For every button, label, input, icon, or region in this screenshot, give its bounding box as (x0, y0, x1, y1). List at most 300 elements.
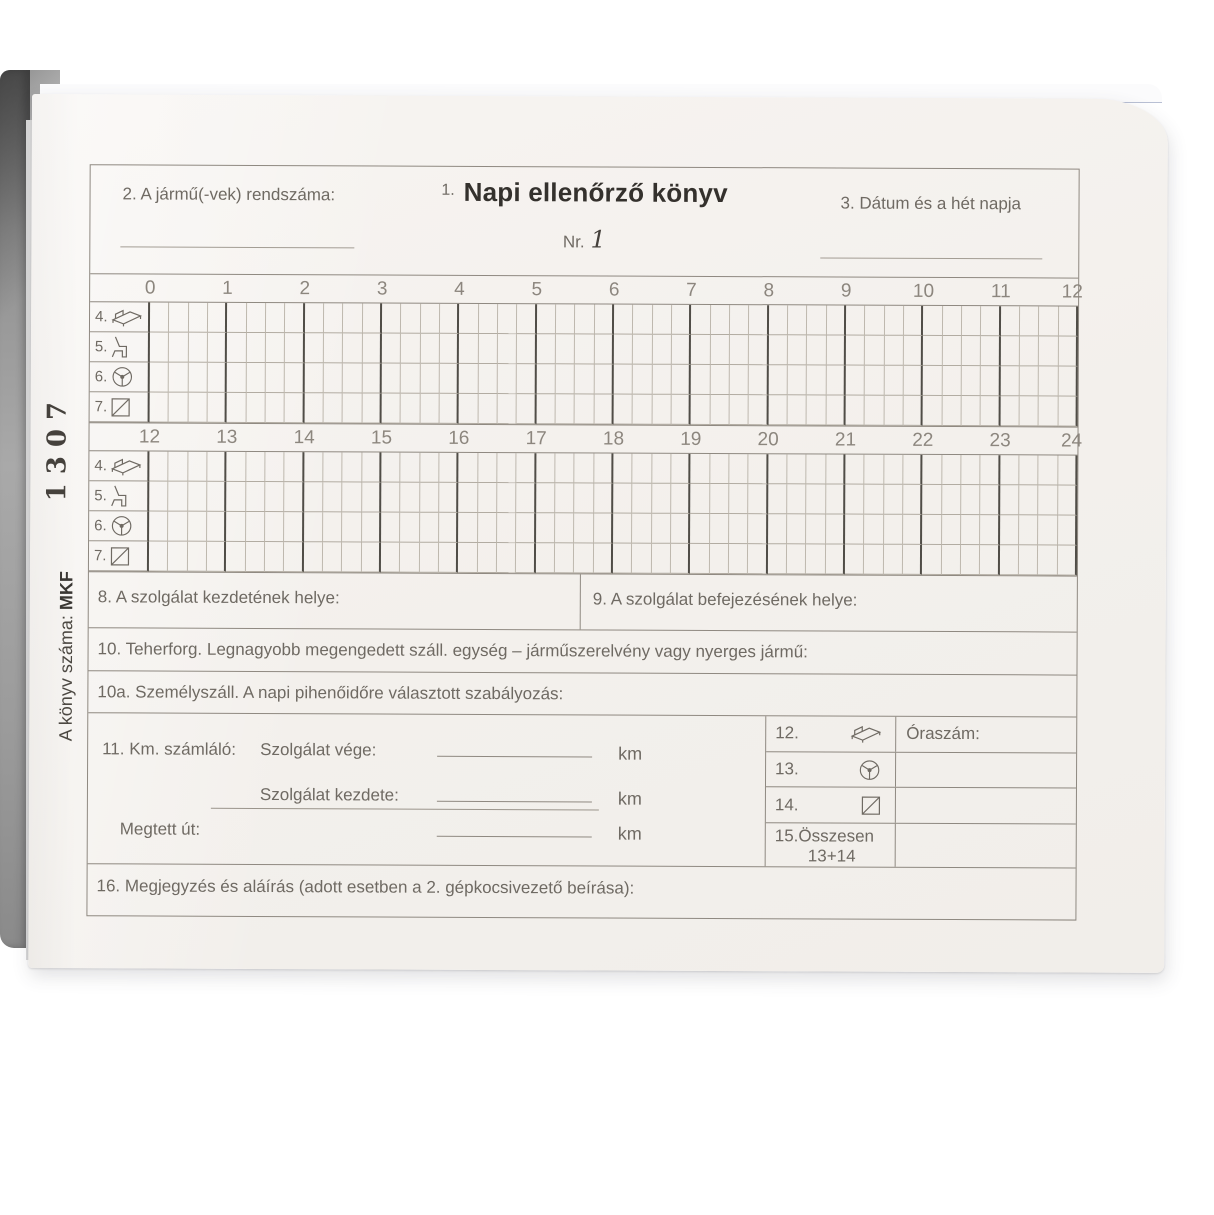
quarter-hour-cell (304, 363, 323, 393)
hour-label: 1 (222, 277, 233, 299)
quarter-hour-cell (420, 483, 439, 513)
quarter-hour-cell (1019, 455, 1038, 485)
quarter-hour-cell (1058, 336, 1077, 366)
quarter-hour-cell (575, 394, 594, 424)
quarter-hour-cell (710, 335, 729, 365)
quarter-hour-cell (807, 454, 826, 484)
quarter-hour-cell (672, 395, 691, 425)
quarter-hour-cell (942, 366, 961, 396)
quarter-hour-cell (633, 484, 652, 514)
quarter-hour-cell (594, 483, 613, 513)
quarter-hour-cell (343, 393, 362, 423)
quarter-hour-cell (1020, 366, 1039, 396)
quarter-hour-cell (401, 394, 420, 424)
activity-row-header (89, 481, 149, 511)
quarter-hour-cell (537, 304, 556, 334)
quarter-hour-cell (749, 484, 768, 514)
sheet-number-label: Nr. (562, 232, 585, 252)
quarter-hour-cell (227, 333, 246, 363)
quarter-hour-cell (768, 514, 787, 544)
quarter-hour-cell (304, 393, 323, 423)
quarter-hour-cell (479, 304, 498, 334)
other-work-icon (110, 397, 130, 417)
quarter-hour-cell (614, 335, 633, 365)
quarter-hour-cell (168, 512, 187, 542)
quarter-hour-cell (304, 333, 323, 363)
quarter-hour-cell (923, 396, 942, 426)
quarter-hour-cell (922, 545, 941, 575)
quarter-hour-cell (788, 365, 807, 395)
hour-label: 19 (680, 428, 702, 450)
quarter-hour-cell (401, 453, 420, 483)
quarter-hour-cell (420, 513, 439, 543)
quarter-hour-cell (323, 542, 342, 572)
quarter-hour-cell (807, 305, 826, 335)
quarter-hour-cell (942, 515, 961, 545)
quarter-hour-cell (614, 305, 633, 335)
daily-log-form (86, 164, 1083, 920)
quarter-hour-cell (207, 452, 226, 482)
service-start-km-underline (211, 808, 599, 811)
quarter-hour-cell (807, 335, 826, 365)
quarter-hour-cell (246, 512, 265, 542)
quarter-hour-cell (575, 453, 594, 483)
quarter-hour-cell (865, 306, 884, 336)
quarter-hour-cell (904, 306, 923, 336)
quarter-hour-cell (595, 304, 614, 334)
quarter-hour-cell (846, 396, 865, 426)
quarter-hour-cell (266, 303, 285, 333)
hour-label: 8 (763, 280, 775, 302)
quarter-hour-cell (904, 396, 923, 426)
quarter-hour-cell (885, 306, 904, 336)
quarter-hour-cell (421, 304, 440, 334)
quarter-hour-cell (826, 484, 845, 514)
quarter-hour-cell (652, 454, 671, 484)
quarter-hour-cell (324, 303, 343, 333)
hours-13-value-cell (896, 752, 1076, 787)
quarter-hour-cell (961, 455, 980, 485)
hour-label: 12 (138, 426, 161, 448)
book-serial-stamp: 1307 (42, 392, 73, 502)
quarter-hour-cell (652, 395, 671, 425)
quarter-hour-cell (710, 395, 729, 425)
quarter-hour-cell (227, 303, 246, 333)
row-14-number: 14. (774, 794, 799, 815)
quarter-hour-cell (556, 304, 575, 334)
quarter-hour-cell (227, 363, 246, 393)
quarter-hour-cell (768, 335, 787, 365)
quarter-hour-cell (807, 395, 826, 425)
quarter-hour-cell (787, 484, 806, 514)
form-page (28, 94, 1168, 973)
service-start-km-label: Szolgálat kezdete: (259, 785, 399, 805)
quarter-hour-cell (227, 452, 246, 482)
quarter-hour-cell (362, 393, 381, 423)
hour-label: 12 (1061, 281, 1083, 303)
quarter-hour-cell (150, 333, 169, 363)
quarter-hour-cell (613, 454, 632, 484)
quarter-hour-cell (884, 515, 903, 545)
time-grid-top (90, 301, 1079, 426)
hour-label: 11 (990, 281, 1011, 303)
quarter-hour-cell (826, 544, 845, 574)
quarter-hour-cell (711, 305, 730, 335)
hour-label: 16 (448, 427, 470, 449)
quarter-hour-cell (827, 305, 846, 335)
quarter-hour-cell (788, 395, 807, 425)
quarter-hour-cell (1001, 306, 1020, 336)
quarter-hour-cell (943, 306, 962, 336)
hour-label: 3 (376, 278, 388, 300)
quarter-hour-cell (613, 544, 632, 574)
quarter-hour-cell (246, 393, 265, 423)
quarter-hour-cell (942, 336, 961, 366)
activity-row-header (90, 302, 150, 332)
quarter-hour-cell (981, 336, 1000, 366)
quarter-hour-cell (845, 545, 864, 575)
quarter-hour-cell (285, 363, 304, 393)
hour-label: 9 (840, 280, 852, 302)
quarter-hour-cell (381, 543, 400, 573)
quarter-hour-cell (865, 455, 884, 485)
quarter-hour-cell (826, 395, 845, 425)
quarter-hour-cell (517, 483, 536, 513)
quarter-hour-cell (555, 483, 574, 513)
quarter-hour-cell (536, 453, 555, 483)
quarter-hour-cell (498, 394, 517, 424)
quarter-hour-cell (923, 455, 942, 485)
quarter-hour-cell (614, 395, 633, 425)
quarter-hour-cell (729, 514, 748, 544)
quarter-hour-cell (672, 305, 691, 335)
quarter-hour-cell (845, 485, 864, 515)
quarter-hour-cell (168, 542, 187, 572)
quarter-hour-cell (382, 364, 401, 394)
quarter-hour-cell (884, 485, 903, 515)
date-label: 3. Dátum és a hét napja (840, 193, 1022, 214)
quarter-hour-cell (517, 453, 536, 483)
quarter-hour-cell (1000, 515, 1019, 545)
quarter-hour-cell (672, 335, 691, 365)
quarter-hour-cell (227, 482, 246, 512)
hour-labels-bottom (89, 422, 1083, 454)
quarter-hour-cell (1038, 545, 1057, 575)
quarter-hour-cell (285, 482, 304, 512)
quarter-hour-cell (652, 335, 671, 365)
bed-icon (111, 307, 142, 327)
quarter-hour-cell (1019, 545, 1038, 575)
quarter-hour-cell (691, 395, 710, 425)
quarter-hour-cell (149, 512, 168, 542)
quarter-hour-cell (246, 333, 265, 363)
quarter-hour-cell (517, 334, 536, 364)
steering-wheel-icon (110, 514, 133, 537)
quarter-hour-cell (497, 513, 516, 543)
quarter-hour-cell (730, 365, 749, 395)
quarter-hour-cell (497, 483, 516, 513)
sheet-number-value: 1 (590, 225, 606, 254)
quarter-hour-cell (574, 513, 593, 543)
quarter-hour-cell (671, 454, 690, 484)
quarter-hour-cell (207, 512, 226, 542)
quarter-hour-cell (556, 364, 575, 394)
quarter-hour-cell (652, 514, 671, 544)
quarter-hour-cell (845, 455, 864, 485)
quarter-hour-cell (884, 455, 903, 485)
quarter-hour-cell (923, 366, 942, 396)
quarter-hour-cell (1019, 515, 1038, 545)
quarter-hour-cell (1058, 545, 1077, 575)
hour-label: 10 (912, 280, 935, 302)
quarter-hour-cell (536, 394, 555, 424)
quarter-hour-cell (730, 395, 749, 425)
quarter-hour-cell (188, 512, 207, 542)
quarter-hour-cell (246, 482, 265, 512)
quarter-hour-cell (632, 544, 651, 574)
distance-label: Megtett út: (119, 819, 201, 839)
sheet-number (90, 223, 1078, 255)
other-work-icon (109, 546, 129, 566)
quarter-hour-cell (884, 545, 903, 575)
hours-summary-table (765, 716, 1077, 867)
row-13-number: 13. (775, 759, 799, 779)
quarter-hour-cell (594, 453, 613, 483)
quarter-hour-cell (1058, 485, 1077, 515)
quarter-hour-cell (788, 305, 807, 335)
quarter-hour-cell (633, 365, 652, 395)
activity-row-number: 5. (94, 338, 108, 356)
quarter-hour-cell (691, 484, 710, 514)
quarter-hour-cell (284, 512, 303, 542)
quarter-hour-cell (574, 543, 593, 573)
remarks-signature-row: 16. Megjegyzés és aláírás (adott esetben a 2. gépkocsivezető beírása): (87, 863, 1075, 924)
quarter-hour-cell (439, 543, 458, 573)
quarter-hour-cell (323, 452, 342, 482)
quarter-hour-cell (981, 455, 1000, 485)
book-number (56, 571, 78, 741)
quarter-hour-cell (923, 336, 942, 366)
quarter-hour-cell (343, 303, 362, 333)
quarter-hour-cell (285, 452, 304, 482)
book-number-label: A könyv száma: (55, 615, 77, 742)
quarter-hour-cell (594, 334, 613, 364)
hours-row-13 (766, 752, 1076, 789)
quarter-hour-cell (710, 514, 729, 544)
quarter-hour-cell (942, 545, 961, 575)
km-unit-2: km (617, 788, 642, 809)
hour-label: 2 (299, 278, 311, 300)
quarter-hour-cell (555, 543, 574, 573)
hour-label: 7 (686, 279, 697, 301)
time-grid-bottom (89, 450, 1078, 575)
quarter-hour-cell (498, 334, 517, 364)
quarter-hour-cell (208, 393, 227, 423)
quarter-hour-cell (226, 512, 245, 542)
quarter-hour-cell (343, 452, 362, 482)
quarter-hour-cell (323, 512, 342, 542)
quarter-hour-cell (440, 334, 459, 364)
quarter-hour-cell (150, 393, 169, 423)
quarter-hour-cell (806, 514, 825, 544)
quarter-hour-cell (710, 544, 729, 574)
quarter-hour-cell (458, 543, 477, 573)
quarter-hour-cell (594, 513, 613, 543)
quarter-hour-cell (420, 334, 439, 364)
activity-row-header (90, 362, 150, 392)
quarter-hour-cell (690, 544, 709, 574)
quarter-hour-cell (516, 543, 535, 573)
quarter-hour-cell (149, 482, 168, 512)
quarter-hour-cell (1059, 306, 1078, 336)
quarter-hour-cell (1020, 336, 1039, 366)
quarter-hour-cell (188, 482, 207, 512)
quarter-hour-cell (1000, 366, 1019, 396)
service-end-place-cell: 9. A szolgálat befejezésének helye: (592, 589, 858, 610)
quarter-hour-cell (401, 304, 420, 334)
quarter-hour-cell (613, 514, 632, 544)
quarter-hour-cell (188, 452, 207, 482)
quarter-hour-cell (846, 366, 865, 396)
quarter-hour-cell (324, 363, 343, 393)
row-15-total-label: Összesen (798, 826, 875, 846)
quarter-hour-cell (749, 335, 768, 365)
quarter-hour-cell (478, 394, 497, 424)
quarter-hour-cell (420, 364, 439, 394)
quarter-hour-cell (864, 515, 883, 545)
quarter-hour-cell (903, 455, 922, 485)
quarter-hour-cell (1038, 515, 1057, 545)
quarter-hour-cell (381, 513, 400, 543)
quarter-hour-cell (575, 483, 594, 513)
quarter-hour-cell (962, 336, 981, 366)
quarter-hour-cell (864, 545, 883, 575)
quarter-hour-cell (556, 334, 575, 364)
quarter-hour-cell (1039, 455, 1058, 485)
quarter-hour-cell (517, 304, 536, 334)
quarter-hour-cell (942, 455, 961, 485)
activity-row-number: 7. (94, 398, 108, 416)
book-number-value: MKF (56, 571, 77, 611)
quarter-hour-cell (342, 542, 361, 572)
cargo-row: 10. Teherforg. Legnagyobb megengedett száll. egység – járműszerelvény vagy nyerges jármű: (88, 627, 1076, 674)
quarter-hour-cell (343, 333, 362, 363)
hour-label: 22 (912, 429, 934, 451)
hour-label: 15 (370, 427, 393, 449)
quarter-hour-cell (401, 334, 420, 364)
quarter-hour-cell (981, 366, 1000, 396)
quarter-hour-cell (633, 335, 652, 365)
quarter-hour-cell (1039, 336, 1058, 366)
quarter-hour-cell (517, 364, 536, 394)
seat-icon (110, 484, 127, 507)
quarter-hour-cell (555, 513, 574, 543)
quarter-hour-cell (400, 513, 419, 543)
quarter-hour-cell (826, 365, 845, 395)
quarter-hour-cell (710, 454, 729, 484)
quarter-hour-cell (826, 335, 845, 365)
quarter-hour-cell (865, 366, 884, 396)
quarter-hour-cell (497, 543, 516, 573)
quarter-hour-cell (980, 515, 999, 545)
quarter-hour-cell (381, 453, 400, 483)
quarter-hour-cell (633, 454, 652, 484)
quarter-hour-cell (633, 305, 652, 335)
quarter-hour-cell (826, 514, 845, 544)
quarter-hour-cell (265, 482, 284, 512)
quarter-hour-cell (343, 482, 362, 512)
quarter-hour-cell (556, 394, 575, 424)
quarter-hour-cell (690, 514, 709, 544)
quarter-hour-cell (478, 334, 497, 364)
quarter-hour-cell (266, 363, 285, 393)
quarter-hour-cell (362, 333, 381, 363)
quarter-hour-cell (788, 335, 807, 365)
quarter-hour-cell (207, 542, 226, 572)
hour-label: 14 (293, 427, 315, 449)
quarter-hour-cell (1058, 455, 1077, 485)
quarter-hour-cell (826, 454, 845, 484)
quarter-hour-cell (517, 394, 536, 424)
quarter-hour-cell (729, 544, 748, 574)
quarter-hour-cell (981, 306, 1000, 336)
quarter-hour-cell (962, 366, 981, 396)
quarter-hour-cell (304, 542, 323, 572)
seat-icon (110, 335, 127, 358)
quarter-hour-cell (382, 394, 401, 424)
quarter-hour-cell (265, 452, 284, 482)
hour-label: 21 (834, 429, 857, 451)
form-title-number: 1. (441, 181, 455, 199)
quarter-hour-cell (420, 543, 439, 573)
quarter-hour-cell (150, 303, 169, 333)
quarter-hour-cell (806, 544, 825, 574)
quarter-hour-cell (594, 394, 613, 424)
hours-row-12 (766, 716, 1076, 753)
quarter-hour-cell (594, 543, 613, 573)
activity-row-header (89, 451, 149, 481)
hour-label: 0 (144, 277, 156, 299)
steering-wheel-icon (110, 365, 133, 388)
quarter-hour-cell (363, 303, 382, 333)
quarter-hour-cell (188, 363, 207, 393)
quarter-hour-cell (632, 514, 651, 544)
hour-label: 13 (216, 426, 238, 448)
activity-row-header (89, 541, 149, 571)
quarter-hour-cell (884, 366, 903, 396)
quarter-hour-cell (149, 542, 168, 572)
quarter-hour-cell (981, 396, 1000, 426)
quarter-hour-cell (749, 454, 768, 484)
quarter-hour-cell (304, 482, 323, 512)
activity-row-number: 6. (94, 517, 107, 535)
vehicle-plate-label: 2. A jármű(-vek) rendszáma: (122, 184, 336, 205)
quarter-hour-cell (400, 543, 419, 573)
hour-label: 18 (602, 428, 625, 450)
quarter-hour-cell (652, 544, 671, 574)
quarter-hour-cell (304, 452, 323, 482)
quarter-hour-cell (1039, 396, 1058, 426)
quarter-hour-cell (884, 336, 903, 366)
quarter-hour-cell (440, 364, 459, 394)
quarter-hour-cell (807, 365, 826, 395)
quarter-hour-cell (942, 485, 961, 515)
quarter-hour-cell (613, 484, 632, 514)
quarter-hour-cell (420, 394, 439, 424)
activity-row-number: 5. (94, 487, 107, 505)
quarter-hour-cell (884, 396, 903, 426)
quarter-hour-cell (961, 515, 980, 545)
